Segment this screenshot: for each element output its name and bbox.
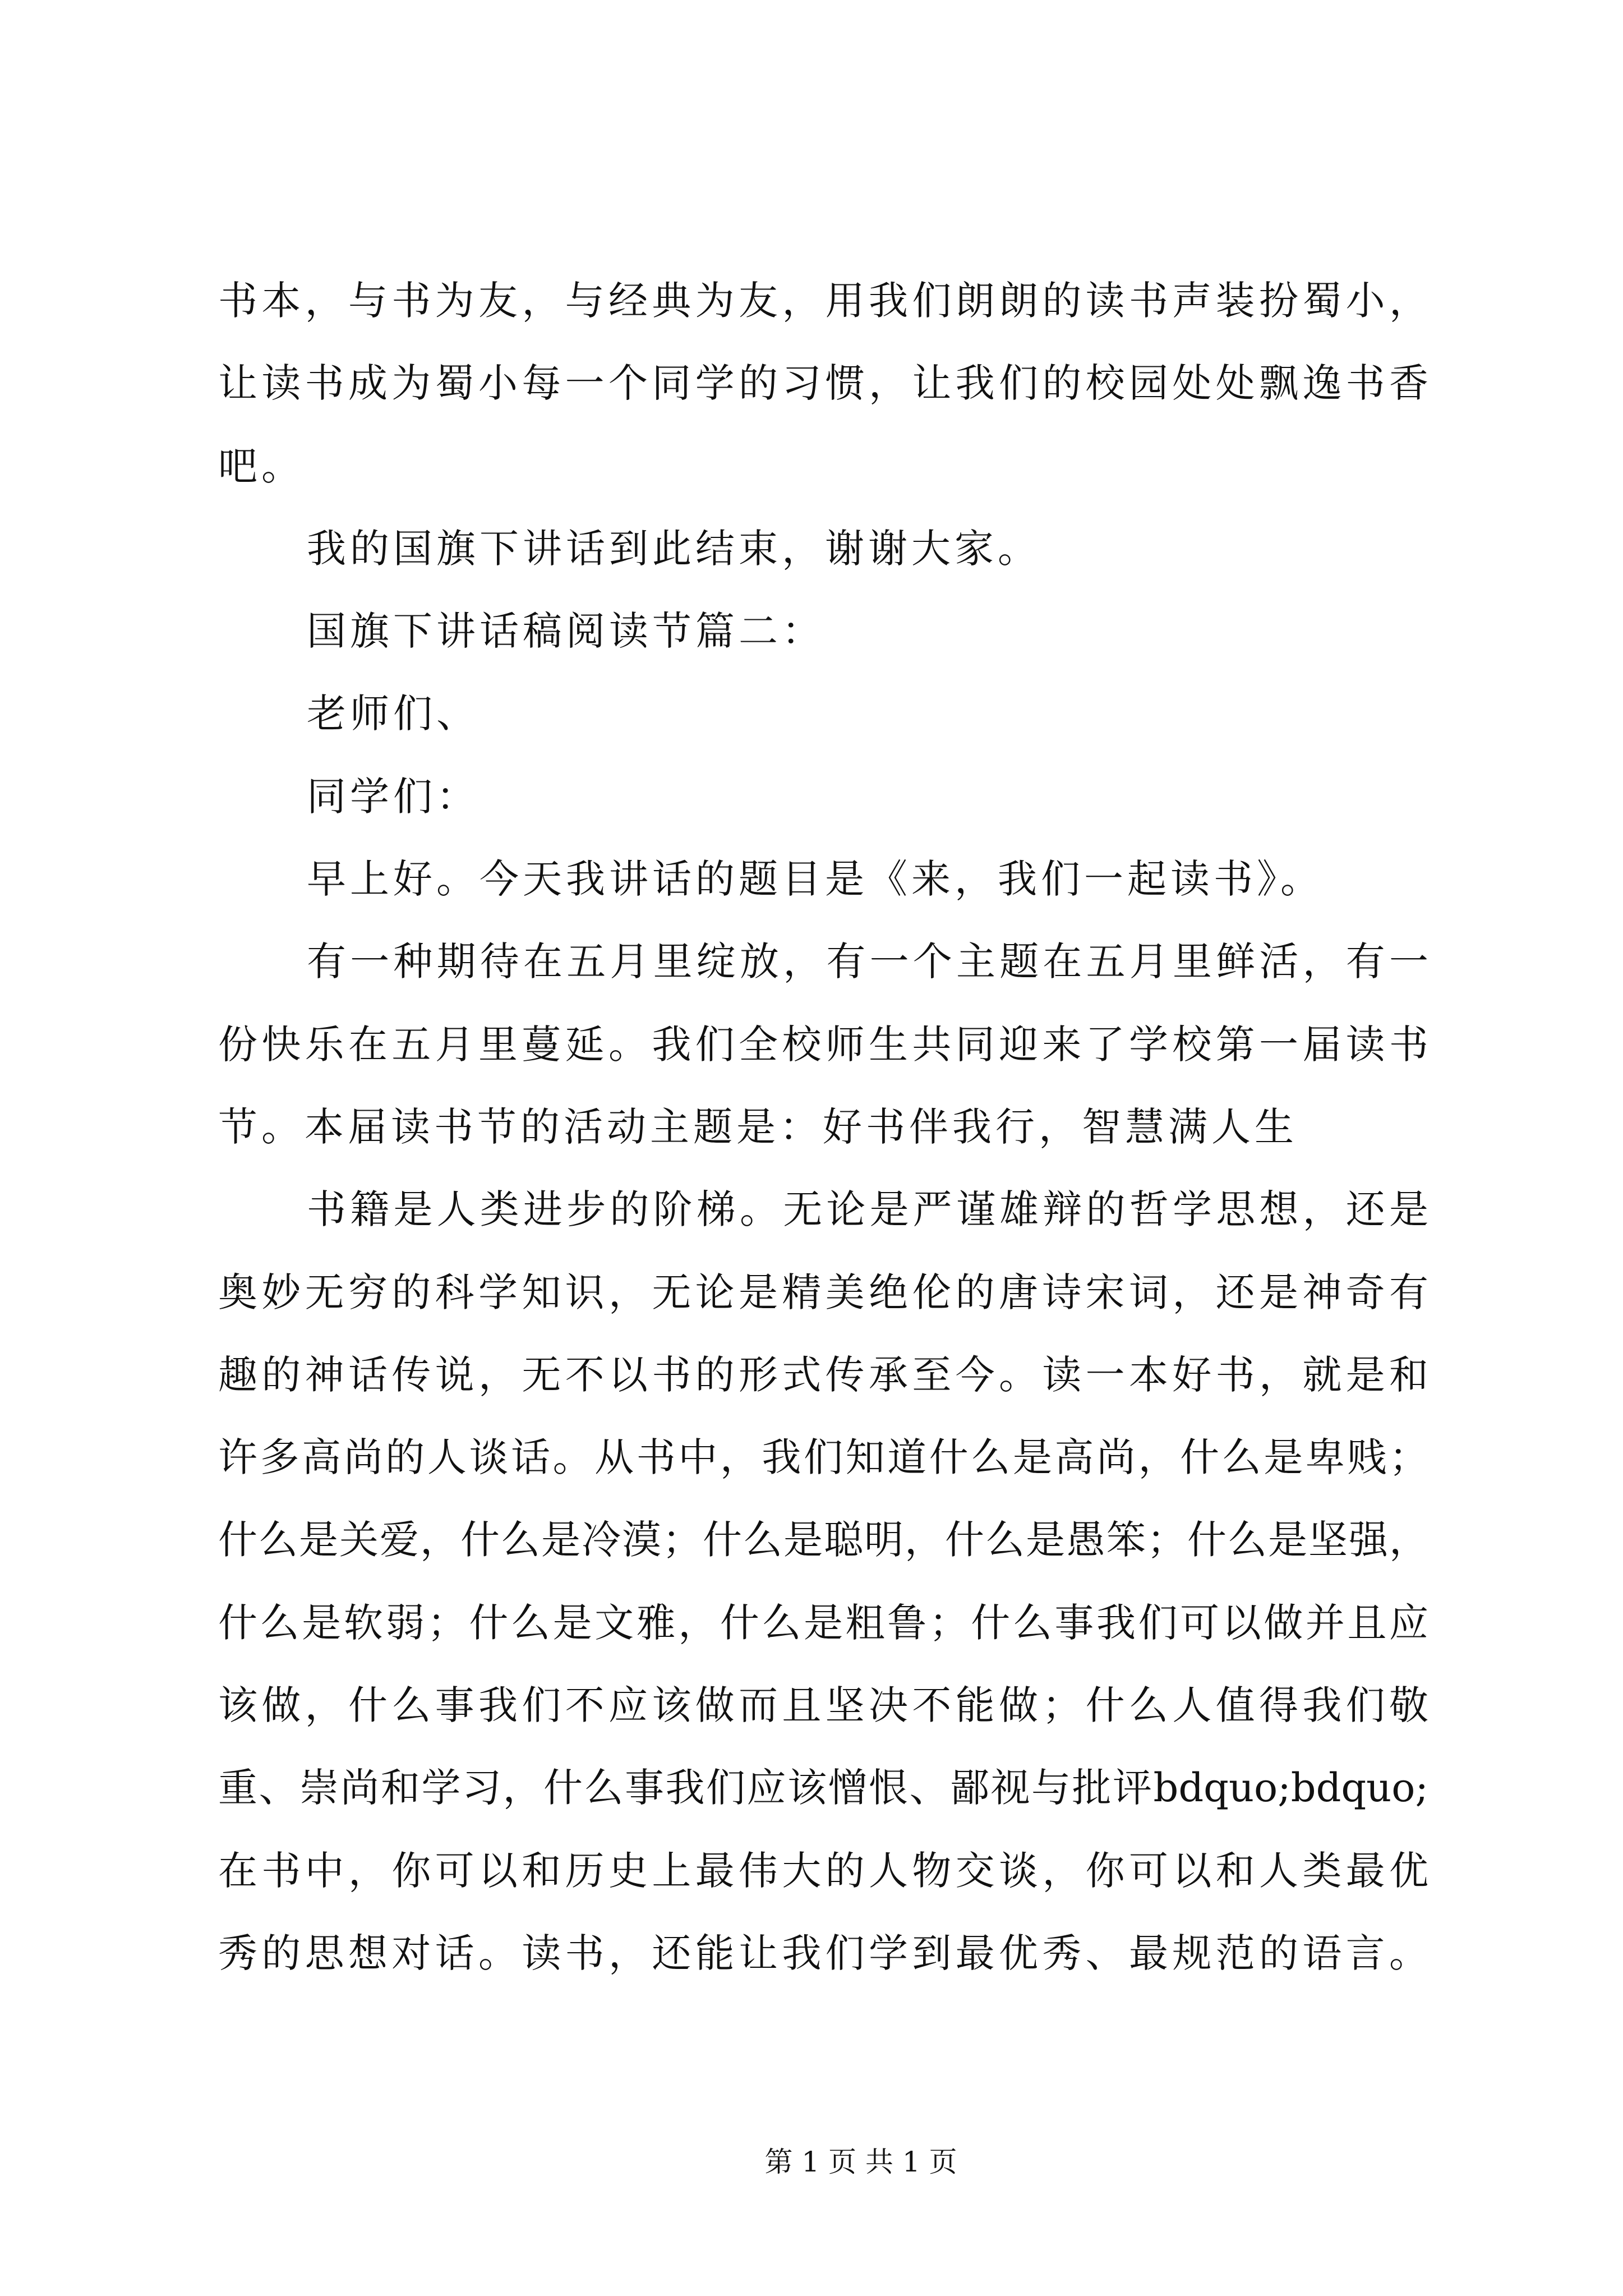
section-heading xyxy=(218,590,1428,673)
salutation xyxy=(218,756,1428,838)
paragraph xyxy=(218,1168,1428,1995)
text-line: 重、崇尚和学习，什么事我们应该憎恨、鄙视与批评bdquo;bdquo; xyxy=(218,1765,1428,1811)
text-line: 同学们： xyxy=(307,773,479,820)
text-line: 该做，什么事我们不应该做而且坚决不能做；什么人值得我们敬 xyxy=(218,1682,1428,1729)
text-line: 书本，与书为友，与经典为友，用我们朗朗的读书声装扮蜀小， xyxy=(218,278,1428,324)
text-line: 趣的神话传说，无不以书的形式传承至今。读一本好书，就是和 xyxy=(218,1351,1428,1398)
text-line: 什么是关爱，什么是冷漠；什么是聪明，什么是愚笨；什么是坚强， xyxy=(218,1517,1428,1563)
text-line: 许多高尚的人谈话。从书中，我们知道什么是高尚，什么是卑贱； xyxy=(218,1434,1428,1481)
text-line: 早上好。今天我讲话的题目是《来，我们一起读书》。 xyxy=(307,856,1324,903)
text-line: 国旗下讲话稿阅读节篇二： xyxy=(307,608,825,655)
text-line: 份快乐在五月里蔓延。我们全校师生共同迎来了学校第一届读书 xyxy=(218,1021,1428,1068)
text-line: 节。本届读书节的活动主题是：好书伴我行，智慧满人生 xyxy=(218,1103,1298,1150)
text-line: 让读书成为蜀小每一个同学的习惯，让我们的校园处处飘逸书香 xyxy=(218,360,1428,407)
paragraph xyxy=(218,260,1428,508)
paragraph xyxy=(218,921,1428,1168)
text-line: 老师们、 xyxy=(307,691,479,737)
text-line: 吧。 xyxy=(218,443,305,489)
salutation xyxy=(218,673,1428,755)
paragraph xyxy=(218,838,1428,921)
document-body xyxy=(218,260,1428,1995)
text-line: 什么是软弱；什么是文雅，什么是粗鲁；什么事我们可以做并且应 xyxy=(218,1599,1428,1646)
text-line: 书籍是人类进步的阶梯。无论是严谨雄辩的哲学思想，还是 xyxy=(307,1186,1428,1233)
text-line: 秀的思想对话。读书，还能让我们学到最优秀、最规范的语言。 xyxy=(218,1930,1428,1976)
text-line: 在书中，你可以和历史上最伟大的人物交谈，你可以和人类最优 xyxy=(218,1847,1428,1894)
text-line: 有一种期待在五月里绽放，有一个主题在五月里鲜活，有一 xyxy=(307,938,1428,985)
paragraph xyxy=(218,508,1428,590)
text-line: 我的国旗下讲话到此结束，谢谢大家。 xyxy=(307,525,1041,572)
text-line: 奥妙无穷的科学知识，无论是精美绝伦的唐诗宋词，还是神奇有 xyxy=(218,1269,1428,1315)
page-number-footer: 第 1 页 共 1 页 xyxy=(764,2146,957,2178)
